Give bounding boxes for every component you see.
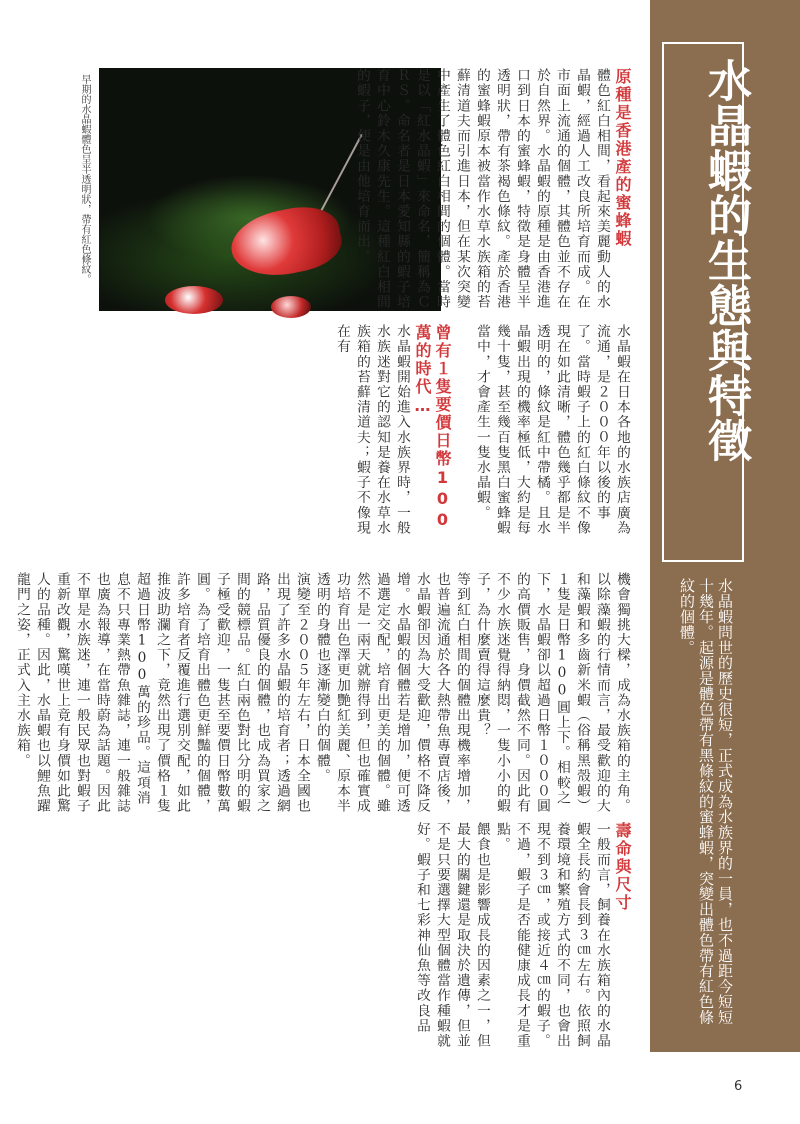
upper-body: 體色紅白相間，看起來美麗動人的水晶蝦，經過人工改良所培育而成。在市面上流通的個體，其體色並不存在於自然界。水晶蝦的原種是由香港進口到日本的蜜蜂蝦，特徵是身體呈半透明狀，帶有茶褐色條紋。產於香港的蜜蜂蝦原本被當作水草水族箱的苔蘚清道夫而引進日本，但在某次突變中產生了體色紅白相間的個體。當時是以「紅水晶蝦」來命名，簡稱為ＣＲＳ。命名者是日本愛知縣的蝦子培育中心鈴木久康先生。這種紅白相間的蝦子，便是由他培育而出。 — [354, 68, 610, 310]
lower-block-2 — [72, 822, 632, 1052]
page-title: 水晶蝦的生態與特徵 — [700, 58, 751, 463]
crystal-shrimp-partial — [271, 296, 311, 318]
page-number: 6 — [734, 1079, 743, 1094]
heading-price: 曾有１隻要價日幣100萬的時代… — [413, 324, 452, 531]
heading-origin: 原種是香港產的蜜蜂蝦 — [613, 68, 632, 248]
crystal-shrimp — [226, 199, 347, 284]
intro-text: 水晶蝦問世的歷史很短，正式成為水族界的一員，也不過距今短短十幾年。起源是體色帶有黑條紋的蜜蜂蝦，突變出體色帶有紅色條紋的個體。 — [678, 578, 734, 1025]
lower-text-5: 餵食也是影響成長的因素之一，但最大的關鍵還是取決於遺傳，但並不是只要選擇大型個體當作種蝦就好。蝦子和七彩神仙魚等改良品 — [414, 822, 490, 1049]
lower-text-3: 演變至２００５年左右，日本全國也出現了許多水晶蝦的培育者；透過網路，品質優良的個體，也成為買家之間的競標品。紅白兩色對比分明的蝦子極受歡迎，一隻甚至要價日幣數萬圓。為了培育出體色更鮮豔的個體，許多培育者反覆進行選別交配，如此推波助瀾之下，竟然出現了價格１隻超過日幣100萬的珍品。這項消息不只專業熱帶魚雜誌，連一般雜誌也廣為報導，在當時蔚為話題。因此不單是水族迷，連一般民眾也對蝦子重新改觀，驚嘆世上竟有身價如此驚人的品種。因此，水晶蝦也以鯉魚躍龍門之姿，正式入主水族箱。 — [14, 572, 310, 814]
heading-lifespan: 壽命與尺寸 — [613, 822, 632, 912]
upper-text-2: 水晶蝦在日本各地的水族店廣為流通，是２０００年以後的事了。當時蝦子上的紅白條紋不像現在如此清晰，體色幾乎都是半透明的，條紋是紅中帶橘。且水晶蝦出現的機率極低，大約是每幾十隻，甚至幾百隻黑白蜜蜂蝦當中，才會產生一隻水晶蝦。 — [474, 324, 630, 536]
lower-text-1: 機會獨挑大樑，成為水族箱的主角。以除藻蝦的行情而言，最受歡迎的大和藻蝦和多齒新米蝦（俗稱黑殼蝦）１隻是日幣100圓上下。相較之下，水晶蝦卻以超過日幣１０００圓的高價販售，身價截然不同。因此有不少水族迷覺得納悶，一隻小小的蝦子，為什麼賣得這麼貴？ — [474, 572, 630, 814]
upper-text-3: 水晶蝦開始進入水族界時，一般水族迷對它的認知是養在水草水族箱的苔蘚清道夫；蝦子不像現在有 — [334, 324, 410, 536]
lower-block — [14, 572, 632, 814]
upper-block — [354, 68, 632, 316]
lower-text-4: 一般而言，飼養在水族箱內的水晶蝦全長約會長到３㎝左右。依照飼養環境和繁殖方式的不同，也會出現不到３㎝，或接近４㎝的蝦子。不過，蝦子是否能健康成長才是重點。 — [494, 822, 610, 1049]
upper-body-2 — [162, 324, 632, 548]
crystal-shrimp-small — [165, 286, 223, 314]
lower-text-2: 等到紅白相間的個體出現機率增加，也普遍流通於各大熱帶魚專賣店後，水晶蝦卻因為大受歡迎，價格不降反增。水晶蝦的個體若是增加，便可透過選定交配，培育出更美的個體。雖然不是一兩天就辦得到，但也確實成功培育出色澤更加艷紅美麗、原本半透明的身體也逐漸變白的個體。 — [314, 572, 470, 814]
photo-caption: 早期的水晶蝦體色呈半透明狀，帶有紅色條紋。 — [79, 74, 90, 284]
